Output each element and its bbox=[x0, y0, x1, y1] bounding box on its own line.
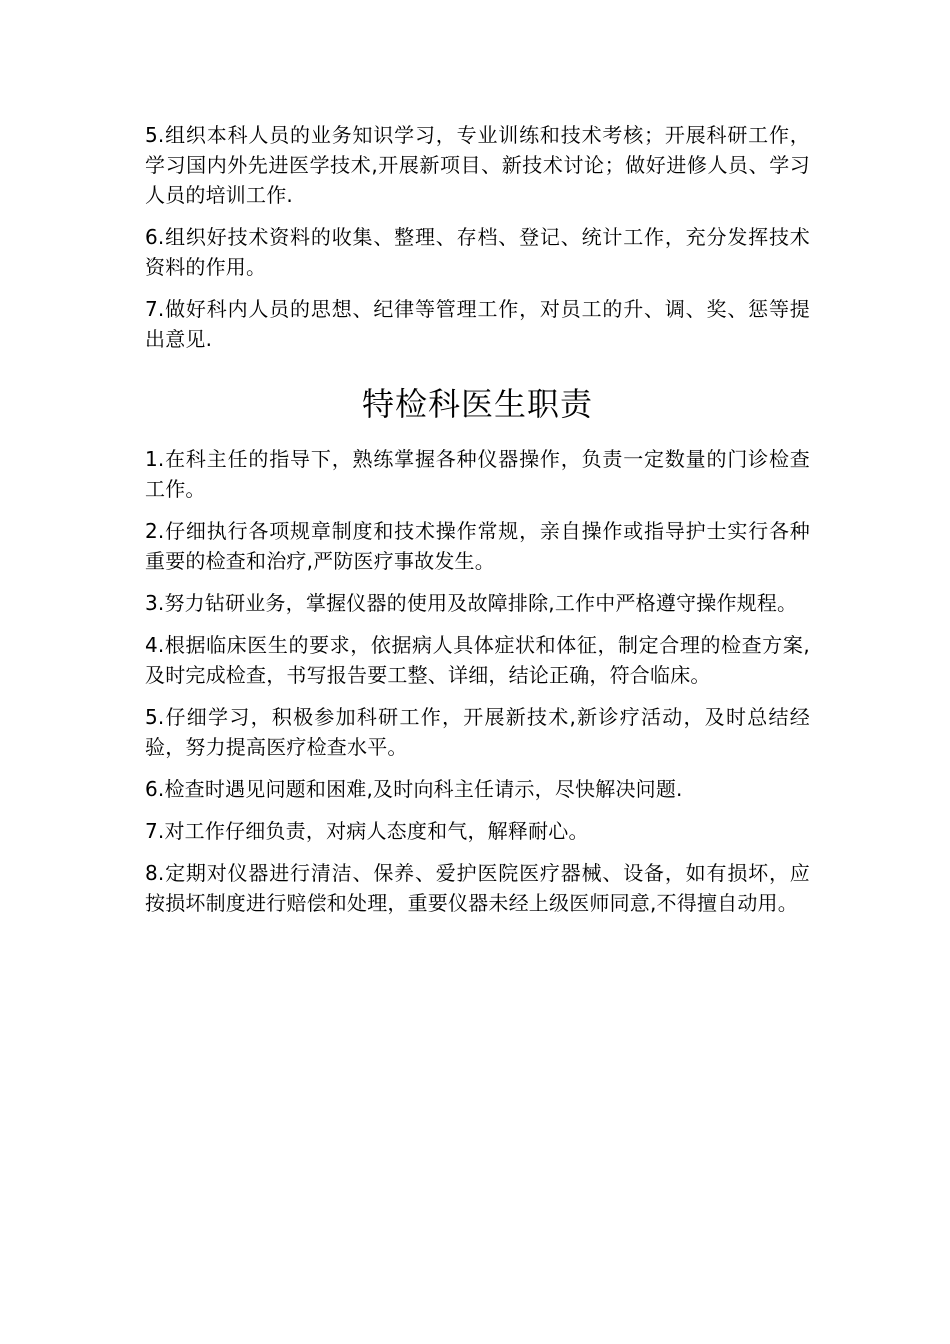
duty-item-5: 5.组织本科人员的业务知识学习，专业训练和技术考核；开展科研工作，学习国内外先进医学技术,开展新项目、新技术讨论；做好进修人员、学习人员的培训工作. bbox=[145, 123, 810, 207]
duty-item-6: 6.组织好技术资料的收集、整理、存档、登记、统计工作，充分发挥技术资料的作用。 bbox=[145, 225, 810, 279]
doctor-duty-item-1: 1.在科主任的指导下，熟练掌握各种仪器操作，负责一定数量的门诊检查工作。 bbox=[145, 447, 810, 501]
duty-item-7: 7.做好科内人员的思想、纪律等管理工作，对员工的升、调、奖、惩等提出意见. bbox=[145, 297, 810, 351]
doctor-duty-item-7: 7.对工作仔细负责，对病人态度和气，解释耐心。 bbox=[145, 819, 589, 843]
doctor-duty-item-3: 3.努力钻研业务，掌握仪器的使用及故障排除,工作中严格遵守操作规程。 bbox=[145, 591, 798, 615]
doctor-duty-item-8: 8.定期对仪器进行清洁、保养、爱护医院医疗器械、设备，如有损坏，应按损坏制度进行赔偿和处理，重要仪器未经上级医师同意,不得擅自动用。 bbox=[145, 861, 810, 915]
doctor-duty-item-6: 6.检查时遇见问题和困难,及时向科主任请示，尽快解决问题. bbox=[145, 777, 683, 801]
doctor-duty-item-5: 5.仔细学习，积极参加科研工作，开展新技术,新诊疗活动，及时总结经验，努力提高医疗检查水平。 bbox=[145, 705, 810, 759]
document-body bbox=[145, 120, 810, 930]
doctor-duty-item-4: 4.根据临床医生的要求，依据病人具体症状和体征，制定合理的检查方案,及时完成检查，书写报告要工整、详细，结论正确，符合临床。 bbox=[145, 633, 810, 687]
doctor-duty-item-2: 2.仔细执行各项规章制度和技术操作常规，亲自操作或指导护士实行各种重要的检查和治疗,严防医疗事故发生。 bbox=[145, 519, 810, 573]
section-title: 特检科医生职责 bbox=[361, 385, 593, 423]
